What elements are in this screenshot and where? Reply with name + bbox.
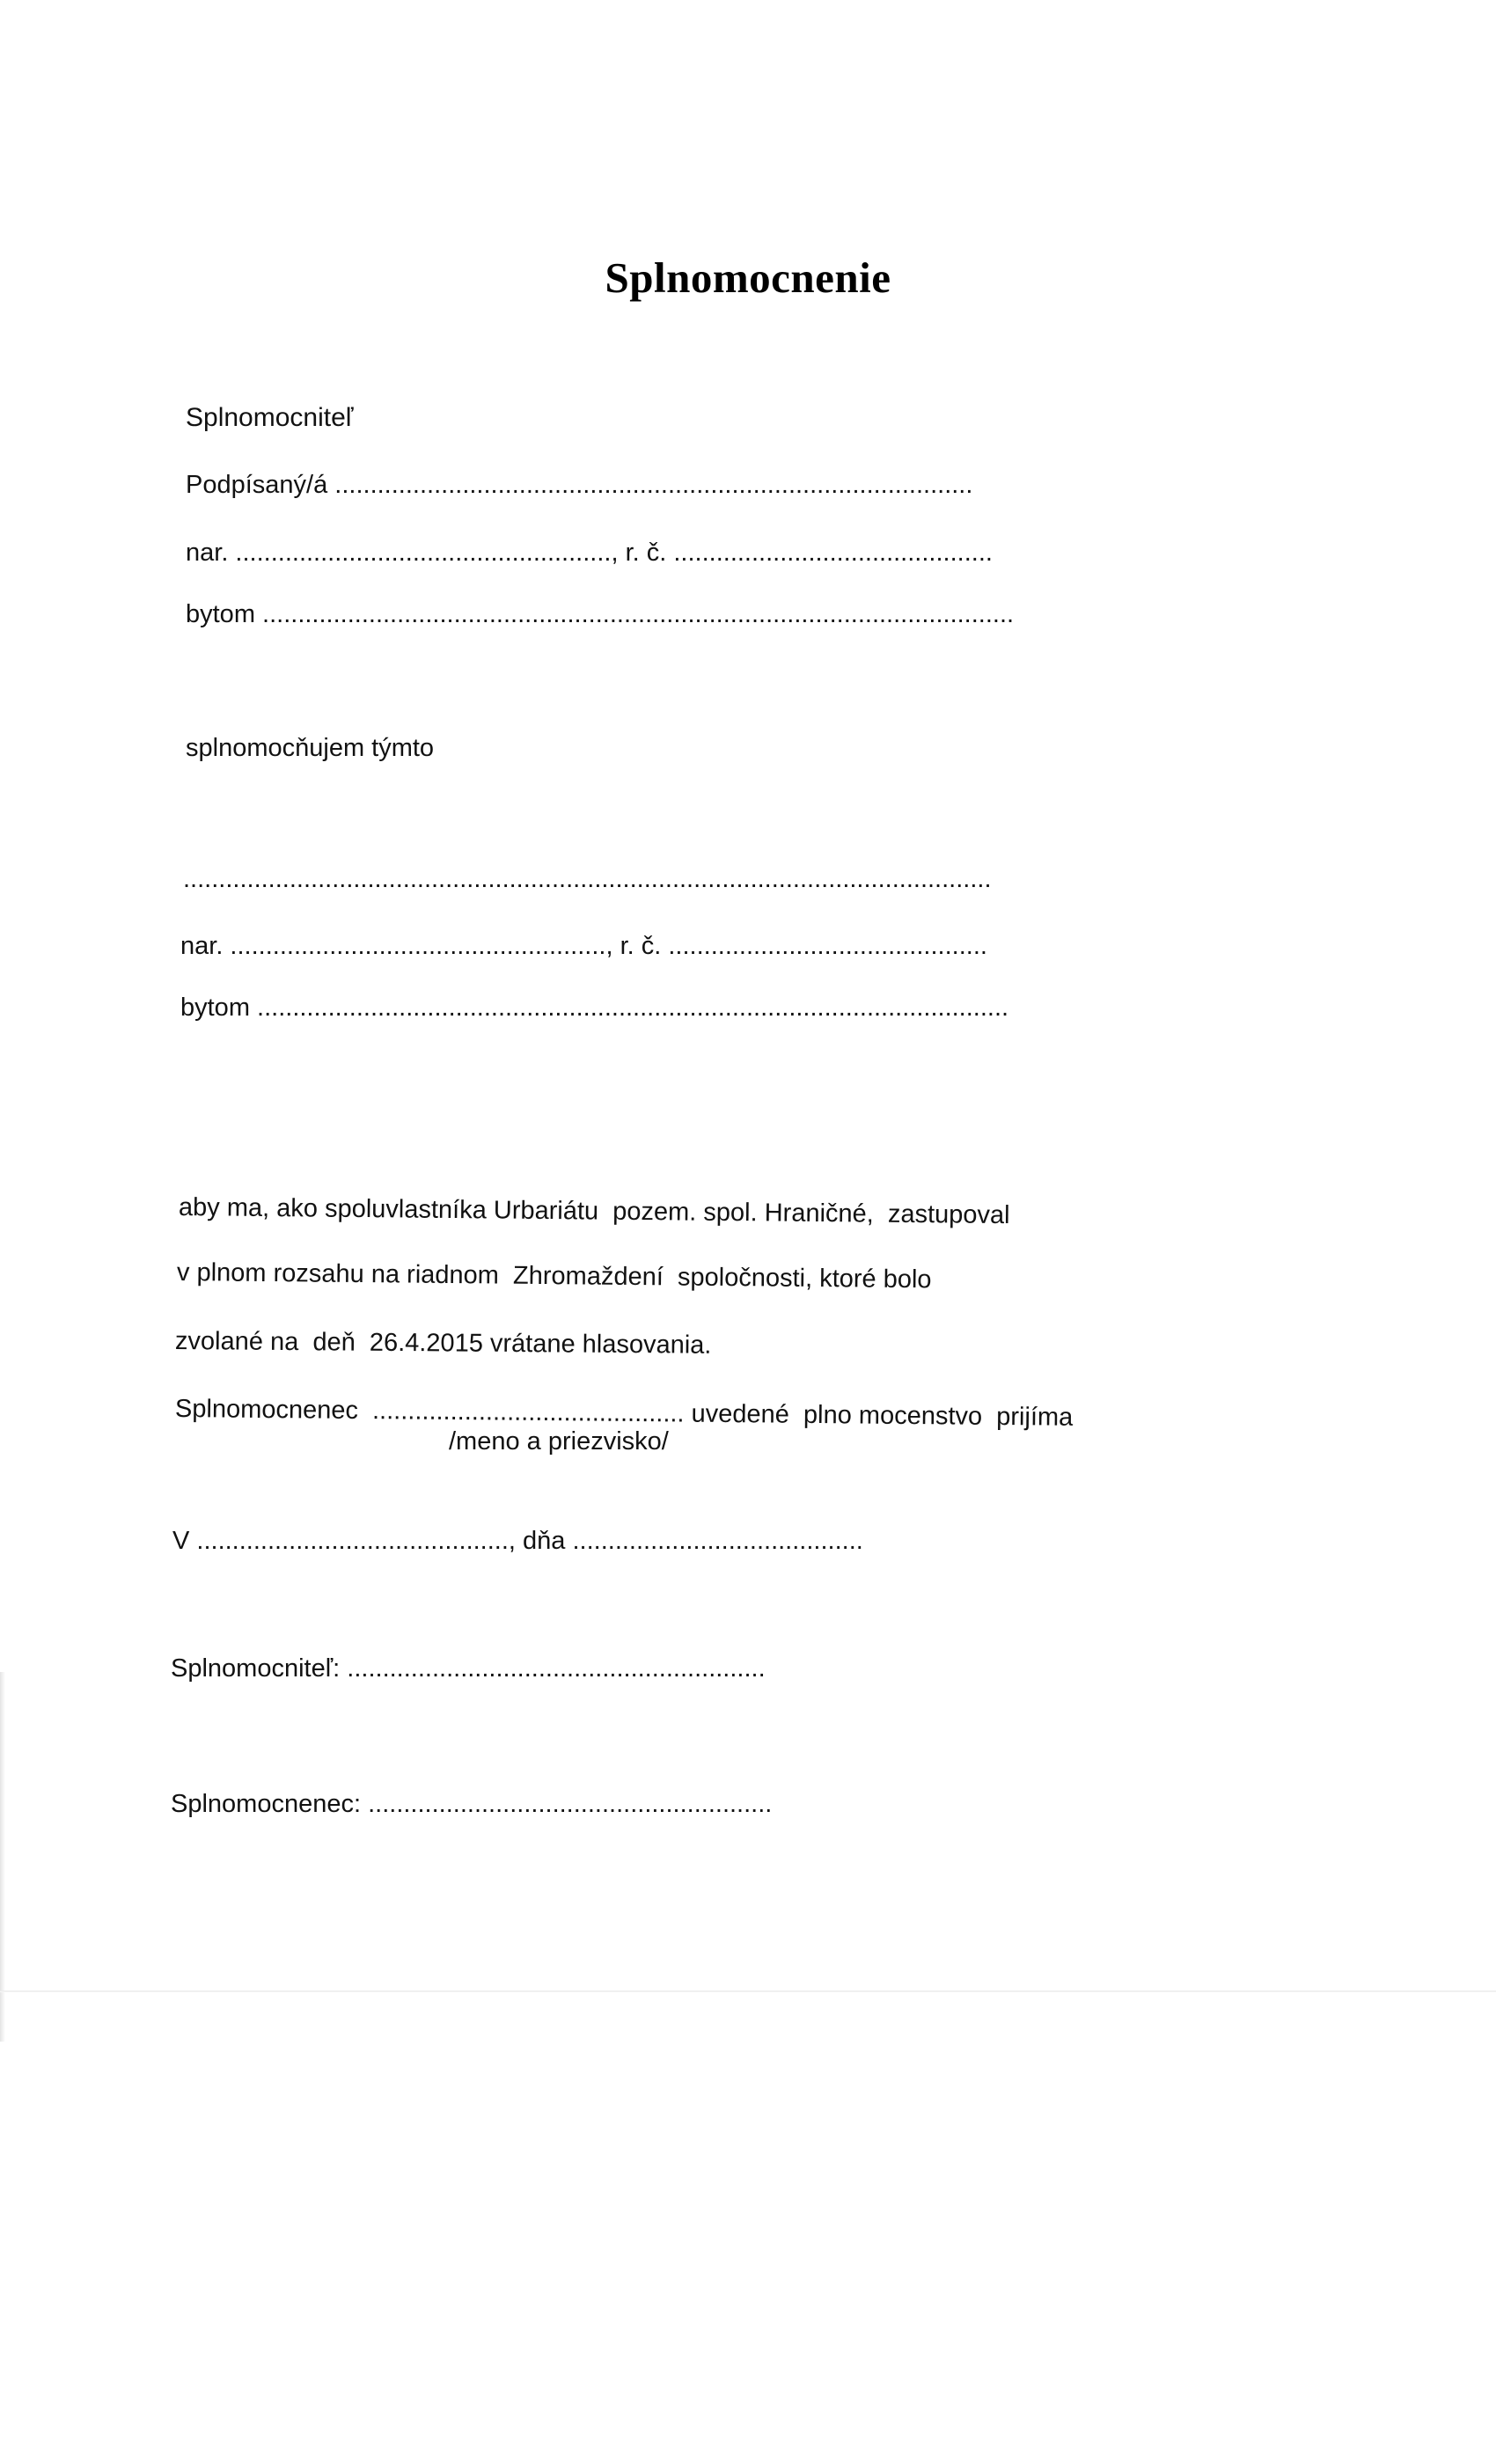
document-title: Splnomocnenie <box>605 253 891 302</box>
scan-edge <box>0 1991 1496 1992</box>
grantor-signature-line: Splnomocniteľ: ........................................................... <box>171 1654 766 1683</box>
agent-birth-line: nar. ....................................................., r. č. ............................................. <box>180 932 987 960</box>
grantor-heading: Splnomocniteľ <box>186 403 354 432</box>
body-line-2: v plnom rozsahu na riadnom Zhromaždení spoločnosti, ktoré bolo <box>176 1258 932 1294</box>
authorize-phrase: splnomocňujem týmto <box>186 734 435 762</box>
scan-shadow <box>0 1672 5 2042</box>
agent-name-line: .................................................................................................................. <box>183 865 992 893</box>
grantor-birth-line: nar. ....................................................., r. č. ............................................. <box>186 539 993 567</box>
agent-address-line: bytom .......................................................................................................... <box>180 994 1009 1022</box>
grantor-address-line: bytom .......................................................................................................... <box>186 600 1015 628</box>
body-line-1: aby ma, ako spoluvlastníka Urbariátu pozem. spol. Hraničné, zastupoval <box>178 1193 1010 1230</box>
grantor-signed-line: Podpísaný/á .......................................................................................... <box>186 471 973 499</box>
place-date-line: V ............................................, dňa ......................................... <box>172 1527 863 1555</box>
agent-accept-line: Splnomocnenec ............................................ uvedené plno mocenstvo prijíma <box>174 1395 1074 1432</box>
name-hint: /meno a priezvisko/ <box>449 1427 669 1456</box>
agent-signature-line: Splnomocnenec: ......................................................... <box>171 1790 773 1818</box>
body-line-3: zvolané na deň 26.4.2015 vrátane hlasovania. <box>174 1327 712 1360</box>
